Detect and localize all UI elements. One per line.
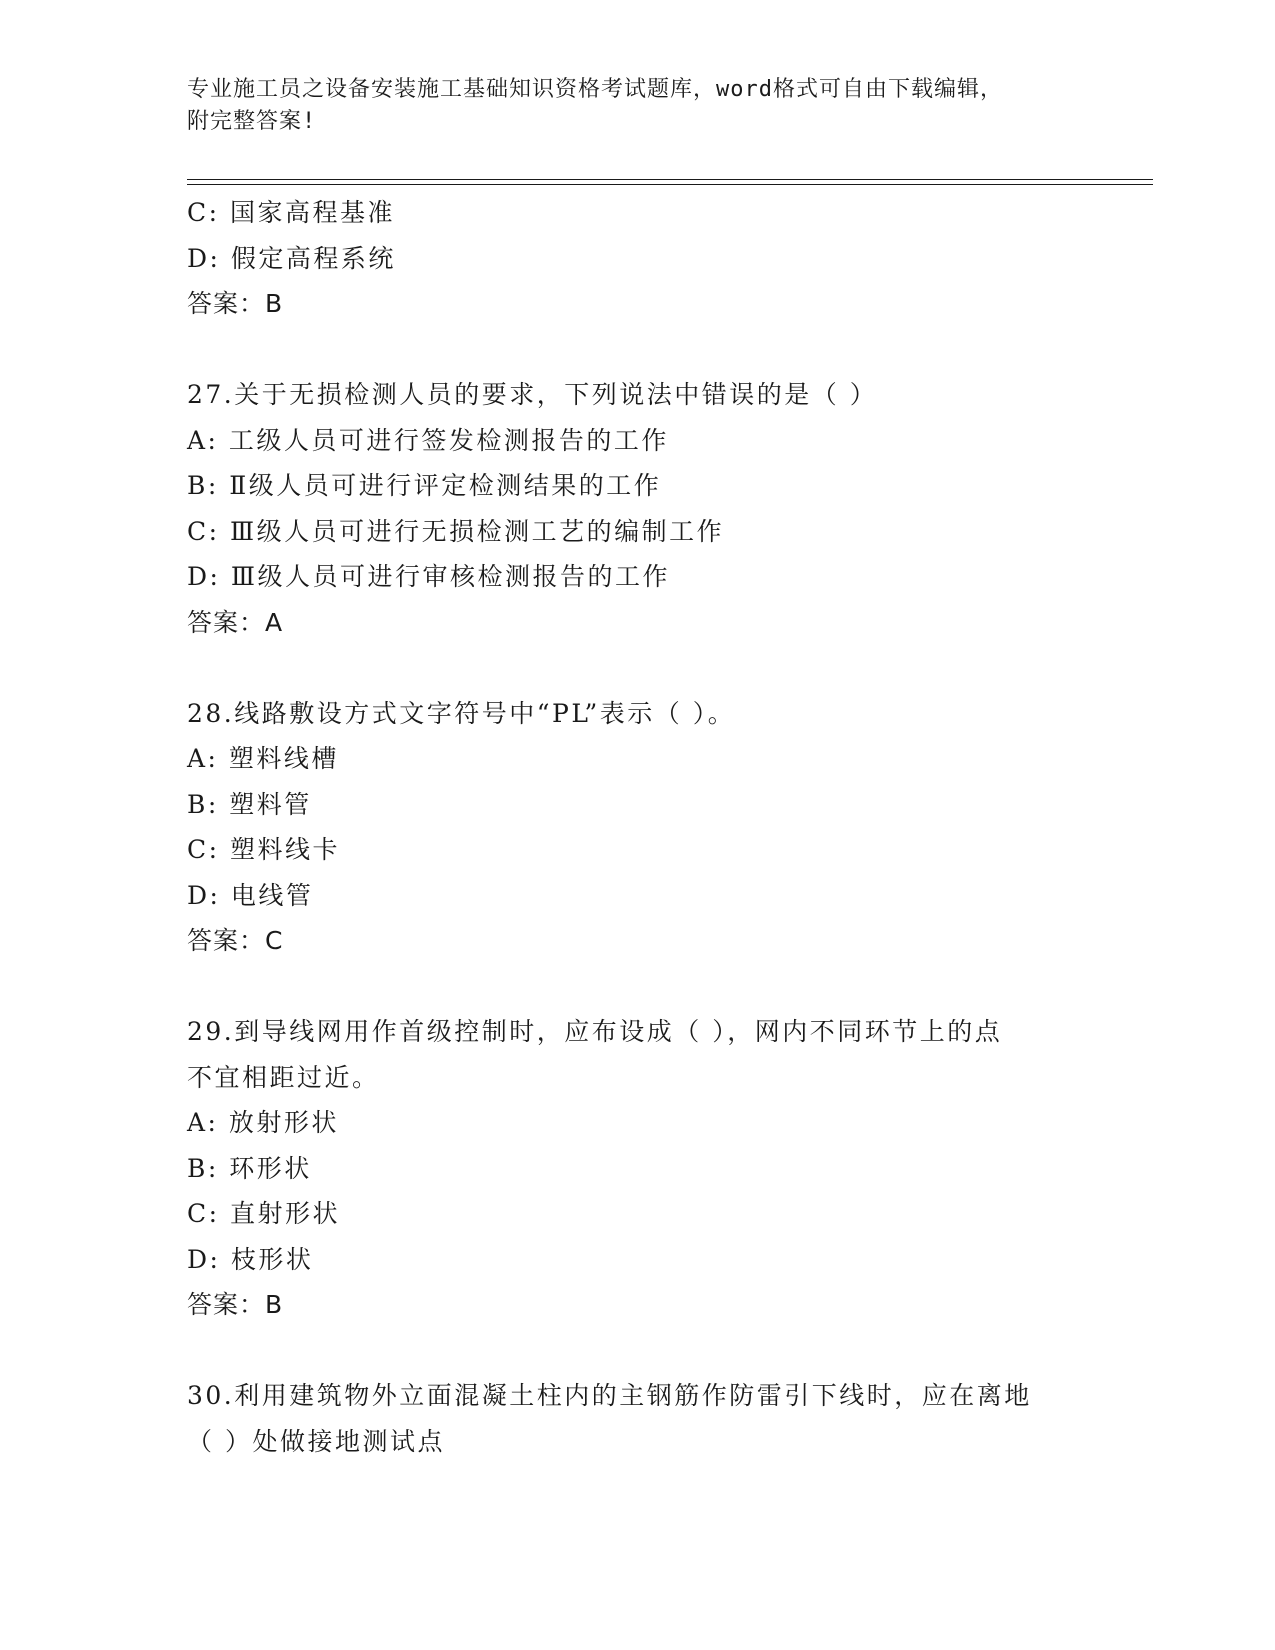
option-d: D: 枝形状 bbox=[187, 1244, 314, 1274]
question-text-line-1: 30.利用建筑物外立面混凝土柱内的主钢筋作防雷引下线时，应在离地 bbox=[187, 1381, 1032, 1410]
answer-line: 答案：C bbox=[187, 926, 284, 955]
spacer bbox=[187, 964, 1127, 1010]
header-line-1: 专业施工员之设备安装施工基础知识资格考试题库，word格式可自由下载编辑， bbox=[187, 77, 1003, 102]
option-c: C: 直射形状 bbox=[187, 1199, 340, 1228]
option-c: C: Ⅲ级人员可进行无损检测工艺的编制工作 bbox=[187, 516, 725, 546]
question-text: 27.关于无损检测人员的要求，下列说法中错误的是（ ） bbox=[187, 380, 878, 409]
answer-line: 答案：B bbox=[187, 289, 284, 318]
option-d: D: 电线管 bbox=[187, 880, 314, 910]
question-28 bbox=[187, 691, 1127, 964]
header-divider-top bbox=[187, 179, 1153, 180]
option-a: A: 塑料线槽 bbox=[187, 744, 339, 773]
question-30 bbox=[187, 1373, 1127, 1464]
answer-line: 答案：A bbox=[187, 607, 284, 637]
question-27 bbox=[187, 372, 1127, 645]
question-text-line-2: （ ）处做接地测试点 bbox=[187, 1426, 445, 1456]
answer-line: 答案：B bbox=[187, 1290, 284, 1319]
option-b: B: 环形状 bbox=[187, 1153, 312, 1183]
option-d: D: Ⅲ级人员可进行审核检测报告的工作 bbox=[187, 562, 671, 591]
header-divider-bottom bbox=[187, 184, 1153, 185]
question-29 bbox=[187, 1009, 1127, 1328]
option-a: A: 工级人员可进行签发检测报告的工作 bbox=[187, 425, 669, 455]
question-text-line-2: 不宜相距过近。 bbox=[187, 1062, 380, 1092]
option-a: A: 放射形状 bbox=[187, 1108, 339, 1137]
prev-question bbox=[187, 190, 1127, 327]
option-b: B: Ⅱ级人员可进行评定检测结果的工作 bbox=[187, 471, 662, 500]
spacer bbox=[187, 645, 1127, 691]
header-line-2: 附完整答案! bbox=[187, 109, 317, 134]
document-header bbox=[187, 74, 1087, 138]
spacer bbox=[187, 1328, 1127, 1374]
option-b: B: 塑料管 bbox=[187, 789, 312, 819]
question-text: 28.线路敷设方式文字符号中“PL”表示（ ）。 bbox=[187, 698, 736, 728]
spacer bbox=[187, 327, 1127, 373]
option-c: C: 国家高程基准 bbox=[187, 198, 395, 227]
question-list bbox=[187, 190, 1127, 1464]
option-d: D: 假定高程系统 bbox=[187, 243, 396, 273]
option-c: C: 塑料线卡 bbox=[187, 835, 340, 864]
question-text-line-1: 29.到导线网用作首级控制时，应布设成（ ），网内不同环节上的点 bbox=[187, 1017, 1003, 1046]
